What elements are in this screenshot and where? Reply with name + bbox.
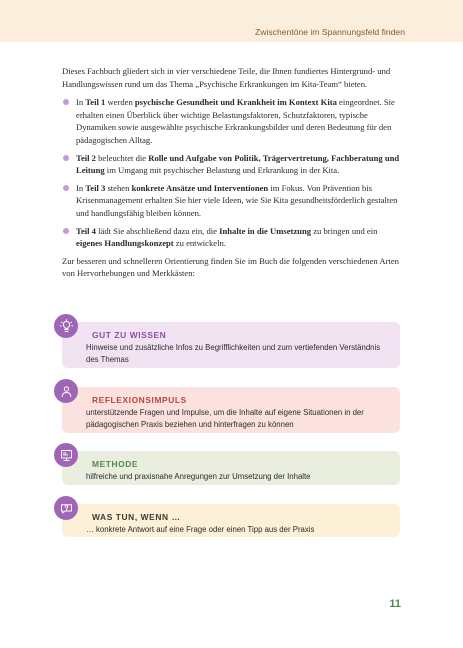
info-box-methode <box>62 451 400 485</box>
info-box-reflexionsimpuls <box>62 387 400 433</box>
box-text: unterstützende Fragen und Impulse, um die Inhalte auf eigene Situationen in der pädagogischen Praxis beziehen und hinterfragen zu können <box>86 408 364 429</box>
box-text: hilfreiche und praxisnahe Anregungen zur Umsetzung der Inhalte <box>86 472 311 481</box>
list-item: Teil 4 lädt Sie abschließend dazu ein, die Inhalte in die Umsetzung zu bringen und ein eigenes Handlungskonzept zu entwickeln. <box>62 225 402 250</box>
outro-paragraph: Zur besseren und schnelleren Orientierung finden Sie im Buch die folgenden verschiedenen Arten von Hervorhebungen und Merkkästen: <box>62 255 399 279</box>
lightbulb-icon <box>54 314 78 338</box>
bullet-dot <box>63 155 69 161</box>
person-icon <box>54 379 78 403</box>
info-box-was-tun-wenn <box>62 504 400 537</box>
running-header: Zwischentöne im Spannungsfeld finden <box>254 27 405 37</box>
box-text: … konkrete Antwort auf eine Frage oder einen Tipp aus der Praxis <box>86 525 315 534</box>
speech-bubble-icon <box>54 496 78 520</box>
header-band <box>0 0 463 42</box>
intro-paragraph: Dieses Fachbuch gliedert sich in vier verschiedene Teile, die Ihnen fundiertes Hintergrund- und Handlungswissen rund um das Thema „Psychische Erkrankungen im Kita-Team“ bieten. <box>62 66 391 89</box>
box-title: GUT ZU WISSEN <box>92 330 167 340</box>
box-text: Hinweise und zusätzliche Infos zu Begrifflichkeiten und zum vertiefenden Verständnis des Themas <box>86 343 381 364</box>
info-box-gut-zu-wissen <box>62 322 400 368</box>
box-title: METHODE <box>92 459 139 469</box>
box-title: REFLEXIONSIMPULS <box>92 395 187 405</box>
page-number: 11 <box>389 598 401 610</box>
body-text <box>62 65 402 286</box>
list-item: In Teil 1 werden psychische Gesundheit und Krankheit im Kontext Kita eingeordnet. Sie erhalten einen Überblick über wichtige Belastungsfaktoren, Schutzfaktoren, typische Dynamiken sowie ausgewählte psychische Erkrankungsbilder und deren Bedeutung für den pädagogischen Alltag. <box>62 96 402 146</box>
bullet-dot <box>63 99 69 105</box>
box-title: WAS TUN, WENN … <box>92 512 181 522</box>
list-item: In Teil 3 stehen konkrete Ansätze und Interventionen im Fokus. Von Prävention bis Krisenmanagement erhalten Sie hier viele Ideen, wie Sie Kita gesundheitsförderlich gestalten und handlungsfähig bleiben können. <box>62 182 402 220</box>
bullet-dot <box>63 228 69 234</box>
list-item: Teil 2 beleuchtet die Rolle und Aufgabe von Politik, Trägervertretung, Fachberatung und Leitung im Umgang mit psychischer Belastung und Erkrankung in der Kita. <box>62 152 402 177</box>
bullet-dot <box>63 185 69 191</box>
method-icon <box>54 443 78 467</box>
